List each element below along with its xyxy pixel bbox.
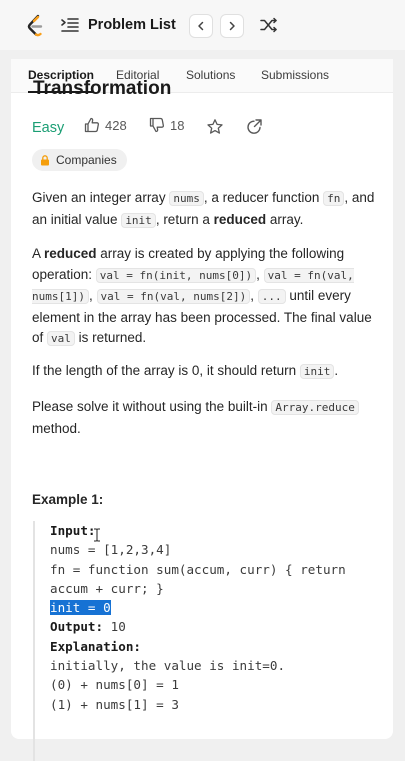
- shuffle-icon[interactable]: [260, 16, 278, 34]
- problem-list-title[interactable]: Problem List: [88, 17, 176, 33]
- example-1-block: [33, 521, 378, 761]
- like-count: 428: [105, 117, 127, 133]
- example-nums-line: nums = [1,2,3,4]: [50, 542, 172, 558]
- description-paragraph-4: Please solve it without using the built-in Array.reduce method.: [32, 397, 377, 439]
- explanation-label: Explanation:: [50, 638, 141, 654]
- dislike-count: 18: [170, 117, 185, 133]
- tab-description[interactable]: Description: [28, 68, 95, 82]
- input-label: Input:: [50, 523, 96, 538]
- description-paragraph-1: Given an integer array nums , a reducer function fn , and an initial value init , return a reduced array.: [32, 190, 375, 227]
- explanation-line-2: (0) + nums[0] = 1: [50, 677, 179, 693]
- problem-title: Transformation: [33, 78, 172, 99]
- share-icon[interactable]: [245, 118, 263, 136]
- leetcode-logo-icon[interactable]: [26, 14, 46, 38]
- star-icon[interactable]: [206, 118, 224, 136]
- thumbs-down-icon: [149, 117, 165, 133]
- explanation-line-1: initially, the value is init=0.: [50, 658, 286, 674]
- dislike-button[interactable]: [149, 117, 184, 133]
- example-fn-line-2: accum + curr; }: [50, 580, 164, 596]
- lock-icon: [40, 155, 50, 166]
- problem-meta-row: [32, 117, 185, 139]
- example-1-title: Example 1:: [32, 492, 104, 507]
- companies-tag[interactable]: [32, 149, 127, 171]
- tab-editorial[interactable]: Editorial: [116, 68, 160, 82]
- companies-label: Companies: [56, 153, 117, 167]
- chevron-left-icon: [196, 21, 206, 31]
- difficulty-badge: Easy: [32, 120, 65, 136]
- top-bar: [0, 0, 405, 50]
- output-label: Output:: [50, 619, 104, 635]
- tab-solutions[interactable]: Solutions: [186, 68, 236, 82]
- output-value: 10: [103, 619, 126, 635]
- tab-submissions[interactable]: Submissions: [261, 68, 330, 82]
- text-cursor-icon: [93, 528, 101, 542]
- description-paragraph-2: A reduced array is created by applying the following operation: val = fn(init, nums[0]) , val = fn(val, nums[1]) , val = fn(val, nums[2]) , ... until every element in the array has been processed. The final value of val is returned.: [32, 246, 372, 345]
- selected-init-line: init = 0: [50, 600, 111, 616]
- explanation-line-3: (1) + nums[1] = 3: [50, 696, 179, 712]
- problem-list-icon[interactable]: [61, 17, 79, 33]
- description-paragraph-3: If the length of the array is 0, it should return init .: [32, 363, 339, 378]
- example-fn-line-1: fn = function sum(accum, curr) { return: [50, 561, 346, 577]
- previous-problem-button[interactable]: [189, 14, 213, 38]
- chevron-right-icon: [227, 21, 237, 31]
- thumbs-up-icon: [84, 117, 100, 133]
- like-button[interactable]: [84, 117, 127, 133]
- next-problem-button[interactable]: [220, 14, 244, 38]
- problem-panel: [11, 59, 393, 739]
